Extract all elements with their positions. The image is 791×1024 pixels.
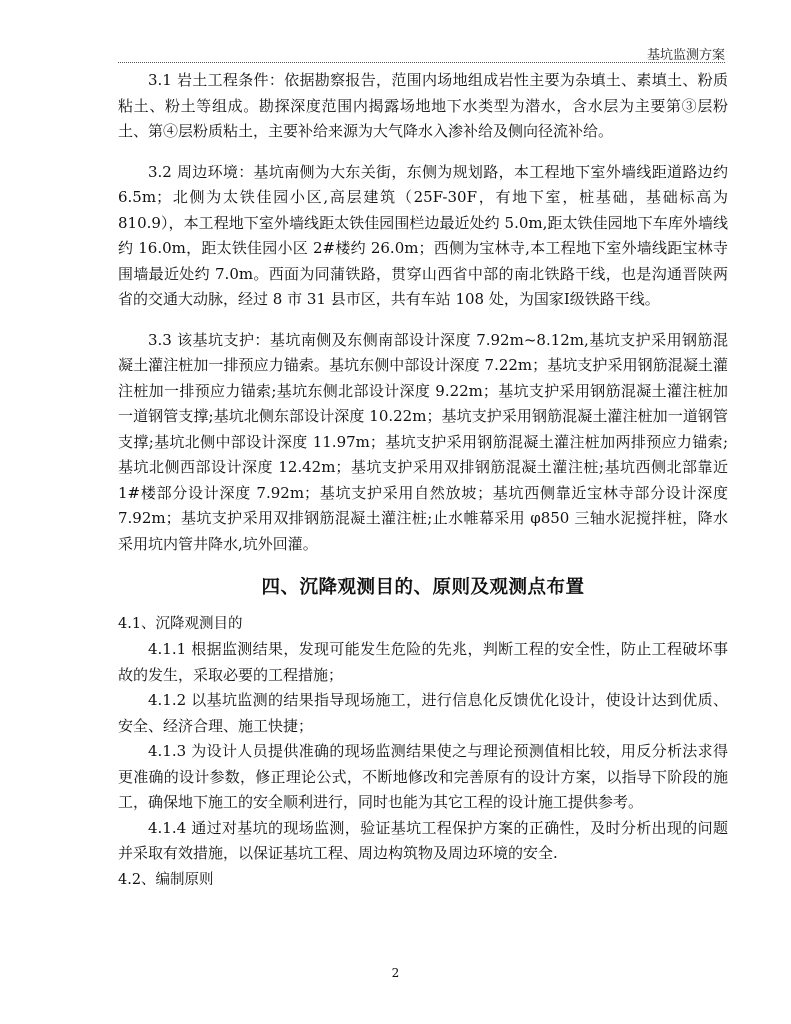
item-4-1-3: 4.1.3 为设计人员提供准确的现场监测结果使之与理论预测值相比较，用反分析法求得更准确的设计参数，修正理论公式，不断地修改和完善原有的设计方案，以指导下阶段的施工，确保地下施工的安全顺利进行，同时也能为其它工程的设计施工提供参考。 xyxy=(118,742,728,811)
header-divider xyxy=(118,62,725,63)
paragraph-3-1: 3.1 岩土工程条件：依据勘察报告，范围内场地组成岩性主要为杂填土、素填土、粉质粘土、粉土等组成。勘探深度范围内揭露场地地下水类型为潜水，含水层为主要第③层粉土、第④层粉质粘土，主要补给来源为大气降水入渗补给及侧向径流补给。 xyxy=(118,71,728,140)
item-4-1-2: 4.1.2 以基坑监测的结果指导现场施工，进行信息化反馈优化设计，使设计达到优质、安全、经济合理、施工快捷； xyxy=(118,691,728,735)
section-4-title: 四、沉降观测目的、原则及观测点布置 xyxy=(261,577,585,598)
subsection-4-2-heading: 4.2、编制原则 xyxy=(118,871,214,888)
paragraph-3-2: 3.2 周边环境：基坑南侧为大东关街，东侧为规划路，本工程地下室外墙线距道路边约 6.5m；北侧为太铁佳园小区,高层建筑（25F-30F，有地下室，桩基础，基础标高为 810.9），本工程地下室外墙线距太铁佳园围栏边最近处约 5.0m,距太铁佳园地下车库外墙线约 16.0m，距太铁佳园小区 2#楼约 26.0m；西侧为宝林寺,本工程地下室外墙线距宝林寺围墙最近处约 7.0m。西面为同蒲铁路，贯穿山西省中部的南北铁路干线，也是沟通晋陕两省的交通大动脉，经过 8 市 31 县市区，共有车站 108 处，为国家Ⅰ级铁路干线。 xyxy=(118,162,728,308)
paragraph-gap xyxy=(118,145,728,160)
paragraph-3-3: 3.3 该基坑支护：基坑南侧及东侧南部设计深度 7.92m~8.12m,基坑支护采用钢筋混凝土灌注桩加一排预应力锚索。基坑东侧中部设计深度 7.22m；基坑支护采用钢筋混凝土灌注桩加一排预应力锚索;基坑东侧北部设计深度 9.22m；基坑支护采用钢筋混凝土灌注桩加一道钢管支撑;基坑北侧东部设计深度 10.22m；基坑支护采用钢筋混凝土灌注桩加一道钢管支撑;基坑北侧中部设计深度 11.97m；基坑支护采用钢筋混凝土灌注桩加两排预应力锚索;基坑北侧西部设计深度 12.42m；基坑支护采用双排钢筋混凝土灌注桩;基坑西侧北部靠近 1#楼部分设计深度 7.92m；基坑支护采用自然放坡；基坑西侧靠近宝林寺部分设计深度 7.92m；基坑支护采用双排钢筋混凝土灌注桩;止水帷幕采用 φ850 三轴水泥搅拌桩，降水采用坑内管井降水,坑外回灌。 xyxy=(118,330,728,553)
item-4-1-1: 4.1.1 根据监测结果，发现可能发生危险的先兆，判断工程的安全性，防止工程破坏事故的发生，采取必要的工程措施； xyxy=(118,640,728,684)
header-title: 基坑监测方案 xyxy=(646,48,725,63)
page-number: 2 xyxy=(391,966,400,980)
subsection-4-1-heading: 4.1、沉降观测目的 xyxy=(118,616,243,632)
item-4-1-4: 4.1.4 通过对基坑的现场监测，验证基坑工程保护方案的正确性，及时分析出现的问题并采取有效措施，以保证基坑工程、周边构筑物及周边环境的安全. xyxy=(118,818,728,862)
paragraph-gap xyxy=(118,313,728,328)
document-body xyxy=(118,68,728,893)
